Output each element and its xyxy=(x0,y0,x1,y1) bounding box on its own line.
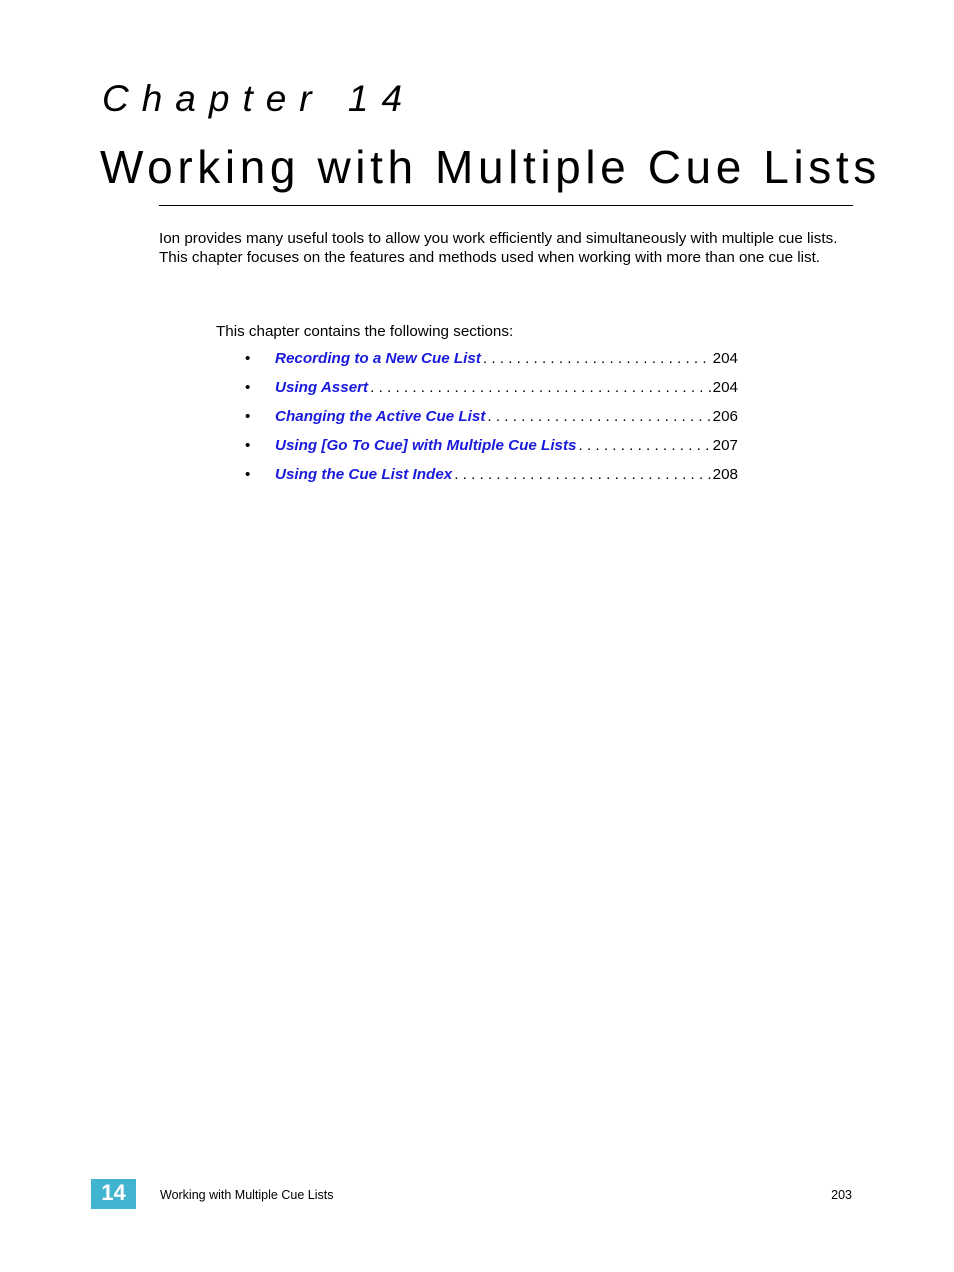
toc-item-page: 204 xyxy=(712,350,738,367)
toc-item xyxy=(216,378,738,407)
title-divider xyxy=(159,205,853,206)
toc-link-cue-list-index[interactable] xyxy=(275,465,738,484)
toc-item-title: Using Assert xyxy=(275,379,369,396)
toc-dot-leader xyxy=(452,465,711,484)
toc-dot-leader xyxy=(368,378,712,397)
bullet-icon: • xyxy=(245,350,251,367)
toc-dot-leader xyxy=(577,436,712,455)
toc-link-recording-new-cue-list[interactable] xyxy=(275,349,738,368)
toc-item xyxy=(216,465,738,494)
chapter-title: Working with Multiple Cue Lists xyxy=(100,141,881,193)
toc-item xyxy=(216,407,738,436)
footer-chapter-tab: 14 xyxy=(91,1179,136,1209)
toc-item-page: 204 xyxy=(712,379,738,396)
toc-item-title: Using [Go To Cue] with Multiple Cue Lists xyxy=(275,437,577,454)
toc-item xyxy=(216,349,738,378)
chapter-label: Chapter 14 xyxy=(102,78,416,119)
toc-lead-text: This chapter contains the following sections: xyxy=(216,323,514,340)
toc-item-title: Using the Cue List Index xyxy=(275,466,453,483)
bullet-icon: • xyxy=(245,408,251,425)
toc-item-page: 206 xyxy=(712,408,738,425)
footer-page-number: 203 xyxy=(831,1188,852,1202)
bullet-icon: • xyxy=(245,379,251,396)
toc-link-go-to-cue-multiple-lists[interactable] xyxy=(275,436,738,455)
toc-dot-leader xyxy=(481,349,712,368)
toc-item-title: Recording to a New Cue List xyxy=(275,350,481,367)
toc-link-changing-active-cue-list[interactable] xyxy=(275,407,738,426)
toc-list xyxy=(216,349,738,494)
bullet-icon: • xyxy=(245,466,251,483)
toc-dot-leader xyxy=(485,407,711,426)
bullet-icon: • xyxy=(245,437,251,454)
footer-title: Working with Multiple Cue Lists xyxy=(160,1188,334,1202)
toc-item-page: 207 xyxy=(712,437,738,454)
toc-item xyxy=(216,436,738,465)
toc-link-using-assert[interactable] xyxy=(275,378,738,397)
toc-item-title: Changing the Active Cue List xyxy=(275,408,486,425)
toc-item-page: 208 xyxy=(712,466,738,483)
intro-paragraph: Ion provides many useful tools to allow you work efficiently and simultaneously with multiple cue lists. This chapter focuses on the features and methods used when working with more than one cue list. xyxy=(159,230,838,266)
